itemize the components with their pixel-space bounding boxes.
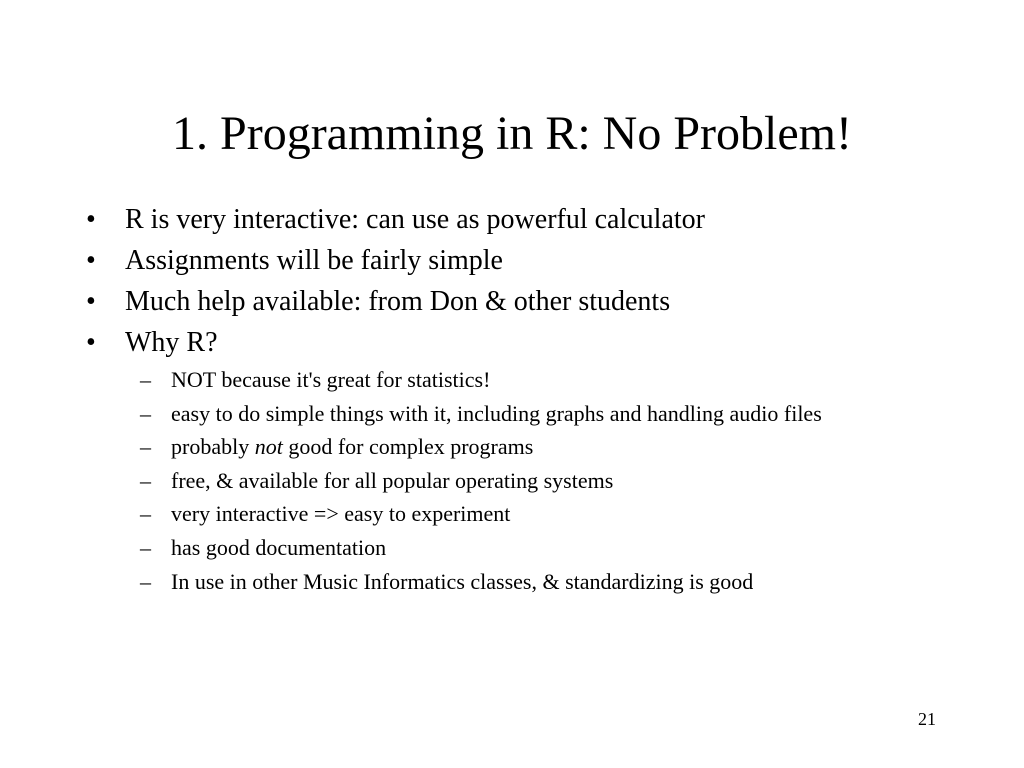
sub-bullet-text-before: probably <box>171 434 255 460</box>
bullet-text: Much help available: from Don & other students <box>125 286 671 317</box>
sub-bullet-list <box>140 363 980 598</box>
sub-bullet-item <box>140 430 980 464</box>
bullet-list <box>86 199 986 594</box>
sub-bullet-text-after: good for complex programs <box>282 434 534 460</box>
dash-marker: – <box>140 467 151 493</box>
sub-bullet-item <box>140 531 980 565</box>
bullet-text: Assignments will be fairly simple <box>125 245 503 276</box>
sub-bullet-text: NOT because it's great for statistics! <box>171 367 491 392</box>
bullet-text: R is very interactive: can use as powerful calculator <box>125 204 705 235</box>
dash-marker: – <box>140 367 151 392</box>
dash-marker: – <box>140 534 151 560</box>
sub-bullet-item <box>140 565 980 599</box>
slide-title: 1. Programming in R: No Problem! <box>172 107 852 160</box>
bullet-item <box>86 322 986 363</box>
sub-bullet-text: has good documentation <box>171 534 387 560</box>
sub-bullet-text: very interactive => easy to experiment <box>171 501 511 527</box>
bullet-marker: • <box>86 204 96 235</box>
sub-bullet-text: In use in other Music Informatics classes, & standardizing is good <box>171 568 754 594</box>
sub-bullet-item <box>140 497 980 531</box>
bullet-marker: • <box>86 327 96 358</box>
sub-bullet-text: easy to do simple things with it, including graphs and handling audio files <box>171 400 822 426</box>
bullet-marker: • <box>86 286 96 317</box>
bullet-item <box>86 199 986 240</box>
bullet-text: Why R? <box>125 327 218 358</box>
dash-marker: – <box>140 400 151 426</box>
sub-bullet-item <box>140 464 980 498</box>
sub-bullet-item <box>140 397 980 431</box>
bullet-item <box>86 240 986 281</box>
dash-marker: – <box>140 568 151 594</box>
sub-bullet-text: free, & available for all popular operating systems <box>171 467 614 493</box>
dash-marker: – <box>140 434 151 460</box>
sub-bullet-text <box>171 430 533 464</box>
page-number: 21 <box>918 709 936 729</box>
bullet-item <box>86 281 986 322</box>
sub-bullet-item <box>140 363 980 397</box>
bullet-marker: • <box>86 245 96 276</box>
emphasis-text: not <box>254 434 283 460</box>
dash-marker: – <box>140 501 151 527</box>
